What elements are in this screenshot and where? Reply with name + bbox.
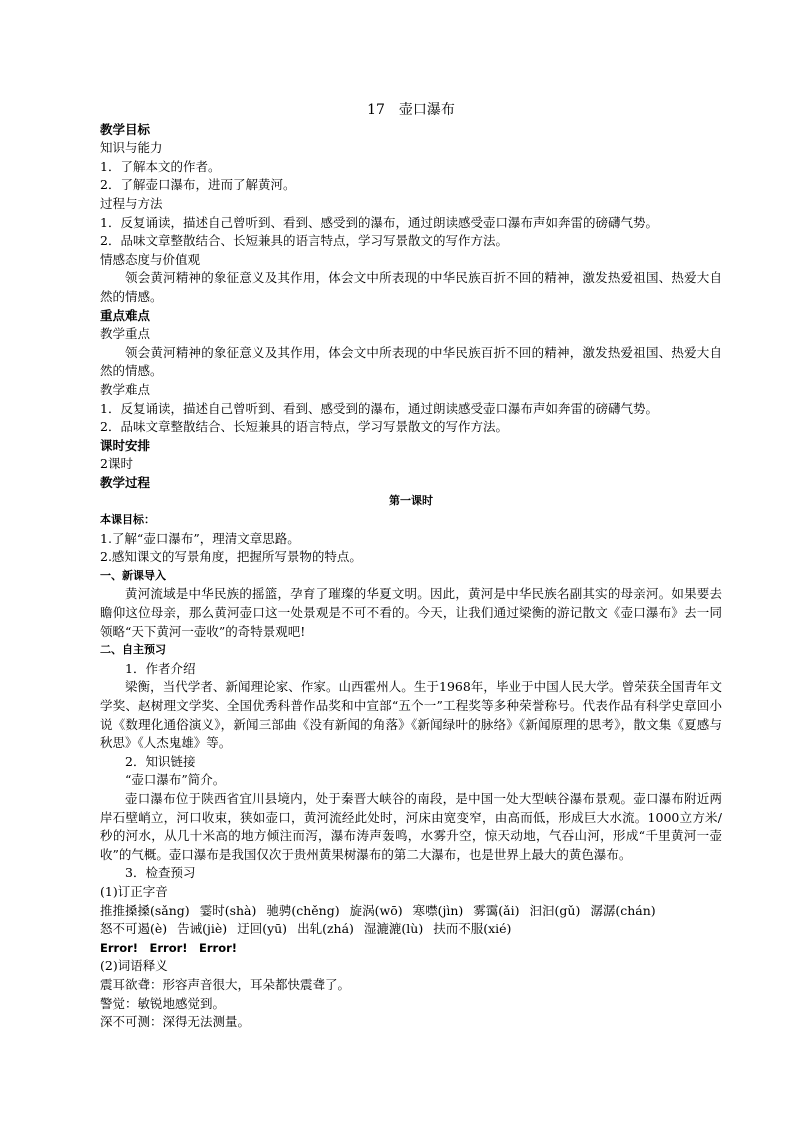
subsection-link: 2．知识链接 bbox=[125, 753, 196, 769]
paragraph: 领会黄河精神的象征意义及其作用，体会文中所表现的中华民族百折不回的精神，激发热爱祖国、热爱大自然的情感。 bbox=[100, 344, 722, 379]
pinyin-item: 寒噤(jìn) bbox=[412, 902, 464, 918]
list-item: 1．了解本文的作者。 bbox=[100, 158, 221, 174]
subheading-method: 过程与方法 bbox=[100, 195, 163, 211]
paragraph: 黄河流域是中华民族的摇篮，孕育了璀璨的华夏文明。因此，黄河是中华民族名副其实的母亲河。如果要去瞻仰这位母亲，那么黄河壶口这一处景观是不可不看的。今天，让我们通过梁衡的游记散文《壶口瀑布》去一同领略“天下黄河一壶收”的奇特景观吧! bbox=[100, 586, 722, 639]
error-placeholder: Error! Error! Error! bbox=[100, 940, 238, 955]
pinyin-item: 怒不可遏(è) bbox=[100, 921, 168, 937]
list-item: 2．品味文章整散结合、长短兼具的语言特点，学习写景散文的写作方法。 bbox=[100, 233, 508, 249]
schedule-value: 2课时 bbox=[100, 456, 133, 472]
subheading-difficulty: 教学难点 bbox=[100, 381, 151, 397]
subsection-intro: 一、新课导入 bbox=[100, 568, 166, 582]
pinyin-item: 潺潺(chán) bbox=[590, 902, 656, 918]
list-item: 2．了解壶口瀑布，进而了解黄河。 bbox=[100, 177, 296, 193]
paragraph: 梁衡，当代学者、新闻理论家、作家。山西霍州人。生于1968年，毕业于中国人民大学。曾荣获全国青年文学奖、赵树理文学奖、全国优秀科普作品奖和中宣部“五个一”工程奖等多种荣誉称号。代表作品有科学史章回小说《数理化通俗演义》，新闻三部曲《没有新闻的角落》《新闻绿叶的脉络》《新闻原理的思考》，散文集《夏感与秋思》《人杰鬼雄》等。 bbox=[100, 679, 722, 751]
pinyin-item: 推推搡搡(sǎng) bbox=[100, 902, 190, 918]
list-item: 1．反复诵读，描述自己曾听到、看到、感受到的瀑布，通过朗读感受壶口瀑布声如奔雷的磅礴气势。 bbox=[100, 400, 658, 416]
subheading-emotion: 情感态度与价值观 bbox=[100, 251, 201, 267]
subheading-knowledge: 知识与能力 bbox=[100, 140, 163, 156]
list-item: 1．反复诵读，描述自己曾听到、看到、感受到的瀑布，通过朗读感受壶口瀑布声如奔雷的磅礴气势。 bbox=[100, 214, 658, 230]
list-item: 2.感知课文的写景角度，把握所写景物的特点。 bbox=[100, 549, 362, 565]
section-heading-process: 教学过程 bbox=[100, 474, 151, 490]
pinyin-item: 出轧(zhá) bbox=[297, 921, 354, 937]
vocabulary-item: 警觉：敏锐地感觉到。 bbox=[100, 995, 226, 1011]
vocabulary-item: 深不可测：深得无法测量。 bbox=[100, 1014, 251, 1030]
pinyin-item: 汩汩(gǔ) bbox=[529, 902, 581, 918]
document-page bbox=[100, 101, 722, 1032]
paragraph: 领会黄河精神的象征意义及其作用，体会文中所表现的中华民族百折不回的精神，激发热爱祖国、热爱大自然的情感。 bbox=[100, 270, 722, 304]
lesson-goal-heading: 本课目标： bbox=[100, 513, 155, 527]
subsection-check: 3．检查预习 bbox=[125, 865, 196, 881]
pinyin-item: 扶而不服(xié) bbox=[433, 921, 512, 937]
vocabulary-heading: (2)词语释义 bbox=[100, 958, 168, 974]
vocabulary-item: 震耳欲聋：形容声音很大，耳朵都快震聋了。 bbox=[100, 976, 351, 992]
pinyin-row bbox=[100, 920, 722, 939]
pinyin-item: 迂回(yū) bbox=[237, 921, 288, 937]
subsection-preview: 二、自主预习 bbox=[100, 643, 166, 657]
section-heading-key: 重点难点 bbox=[100, 307, 151, 323]
link-heading: “壶口瀑布”简介。 bbox=[125, 772, 226, 788]
paragraph: 壶口瀑布位于陕西省宜川县境内，处于秦晋大峡谷的南段，是中国一处大型峡谷瀑布景观。壶口瀑布附近两岸石壁峭立，河口收束，狭如壶口，黄河流经此处时，河床由宽变窄，由高而低，形成巨大水流。1000立方米/秒的河水，从几十米高的地方倾注而泻，瀑布涛声轰鸣，水雾升空，惊天动地，气吞山河，形成“千里黄河一壶收”的气概。壶口瀑布是我国仅次于贵州黄果树瀑布的第二大瀑布，也是世界上最大的黄色瀑布。 bbox=[100, 790, 722, 862]
subheading-key-point: 教学重点 bbox=[100, 326, 151, 342]
list-item: 2．品味文章整散结合、长短兼具的语言特点，学习写景散文的写作方法。 bbox=[100, 419, 508, 435]
pinyin-item: 告诫(jiè) bbox=[177, 921, 228, 937]
pinyin-item: 雾霭(ǎi) bbox=[473, 902, 520, 918]
pinyin-item: 驰骋(chěng) bbox=[266, 902, 340, 918]
pronunciation-heading: (1)订正字音 bbox=[100, 883, 168, 899]
pinyin-item: 旋涡(wō) bbox=[349, 902, 403, 918]
lesson-heading: 第一课时 bbox=[389, 494, 433, 508]
pinyin-row bbox=[100, 902, 722, 921]
pinyin-item: 霎时(shà) bbox=[199, 902, 257, 918]
page-title: 17 壶口瀑布 bbox=[367, 102, 455, 118]
pinyin-item: 湿漉漉(lù) bbox=[363, 921, 424, 937]
section-heading-schedule: 课时安排 bbox=[100, 437, 151, 453]
list-item: 1.了解“壶口瀑布”，理清文章思路。 bbox=[100, 530, 300, 546]
subsection-author: 1．作者介绍 bbox=[125, 660, 196, 676]
section-heading-goals: 教学目标 bbox=[100, 121, 151, 137]
